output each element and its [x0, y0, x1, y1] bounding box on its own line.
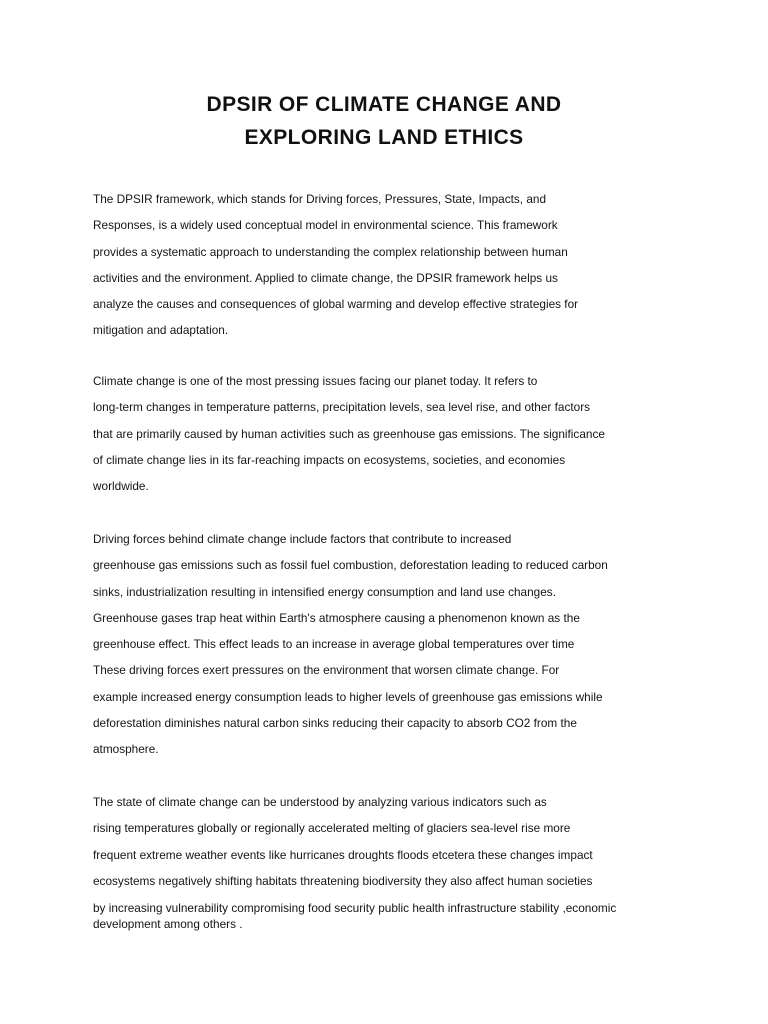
text-line: frequent extreme weather events like hurricanes droughts floods etcetera these changes impact — [93, 847, 593, 862]
text-line: provides a systematic approach to understanding the complex relationship between human — [93, 244, 568, 259]
paragraph-state — [93, 789, 693, 932]
document-title — [0, 88, 768, 154]
paragraph-climate-change — [93, 368, 693, 499]
text-line: atmosphere. — [93, 742, 159, 757]
text-line: of climate change lies in its far-reaching impacts on ecosystems, societies, and economies — [93, 452, 566, 467]
paragraph-dpsir-intro — [93, 186, 693, 344]
paragraph-driving-forces — [93, 526, 693, 763]
text-line: rising temperatures globally or regionally accelerated melting of glaciers sea-level rise more — [93, 821, 571, 836]
text-line: Responses, is a widely used conceptual model in environmental science. This framework — [93, 218, 558, 233]
text-line: worldwide. — [93, 479, 149, 494]
text-line: Driving forces behind climate change include factors that contribute to increased — [93, 532, 512, 546]
text-line: deforestation diminishes natural carbon sinks reducing their capacity to absorb CO2 from the — [93, 716, 577, 731]
title-line-2: EXPLORING LAND ETHICS — [244, 126, 524, 149]
title-line-1: DPSIR OF CLIMATE CHANGE AND — [206, 93, 562, 116]
text-line: greenhouse effect. This effect leads to an increase in average global temperatures over time — [93, 637, 575, 652]
text-line: ecosystems negatively shifting habitats threatening biodiversity they also affect human societies — [93, 873, 593, 888]
text-line: example increased energy consumption leads to higher levels of greenhouse gas emissions while — [93, 689, 603, 704]
text-line: by increasing vulnerability compromising food security public health infrastructure stability ,economic — [93, 901, 617, 916]
text-line: The state of climate change can be understood by analyzing various indicators such as — [93, 795, 547, 809]
text-line: long-term changes in temperature patterns, precipitation levels, sea level rise, and other factors — [93, 400, 591, 415]
text-line: greenhouse gas emissions such as fossil fuel combustion, deforestation leading to reduced carbon — [93, 558, 608, 573]
text-line: Greenhouse gases trap heat within Earth's atmosphere causing a phenomenon known as the — [93, 610, 580, 625]
text-line: that are primarily caused by human activities such as greenhouse gas emissions. The significance — [93, 426, 605, 441]
text-line: analyze the causes and consequences of global warming and develop effective strategies for — [93, 297, 579, 312]
text-line: Climate change is one of the most pressing issues facing our planet today. It refers to — [93, 374, 538, 388]
text-line: sinks, industrialization resulting in intensified energy consumption and land use changes. — [93, 584, 556, 599]
text-line: These driving forces exert pressures on the environment that worsen climate change. For — [93, 663, 560, 678]
text-line: activities and the environment. Applied to climate change, the DPSIR framework helps us — [93, 270, 558, 285]
text-line: The DPSIR framework, which stands for Driving forces, Pressures, State, Impacts, and — [93, 192, 547, 206]
text-line: development among others . — [93, 917, 243, 932]
text-line: mitigation and adaptation. — [93, 323, 229, 338]
